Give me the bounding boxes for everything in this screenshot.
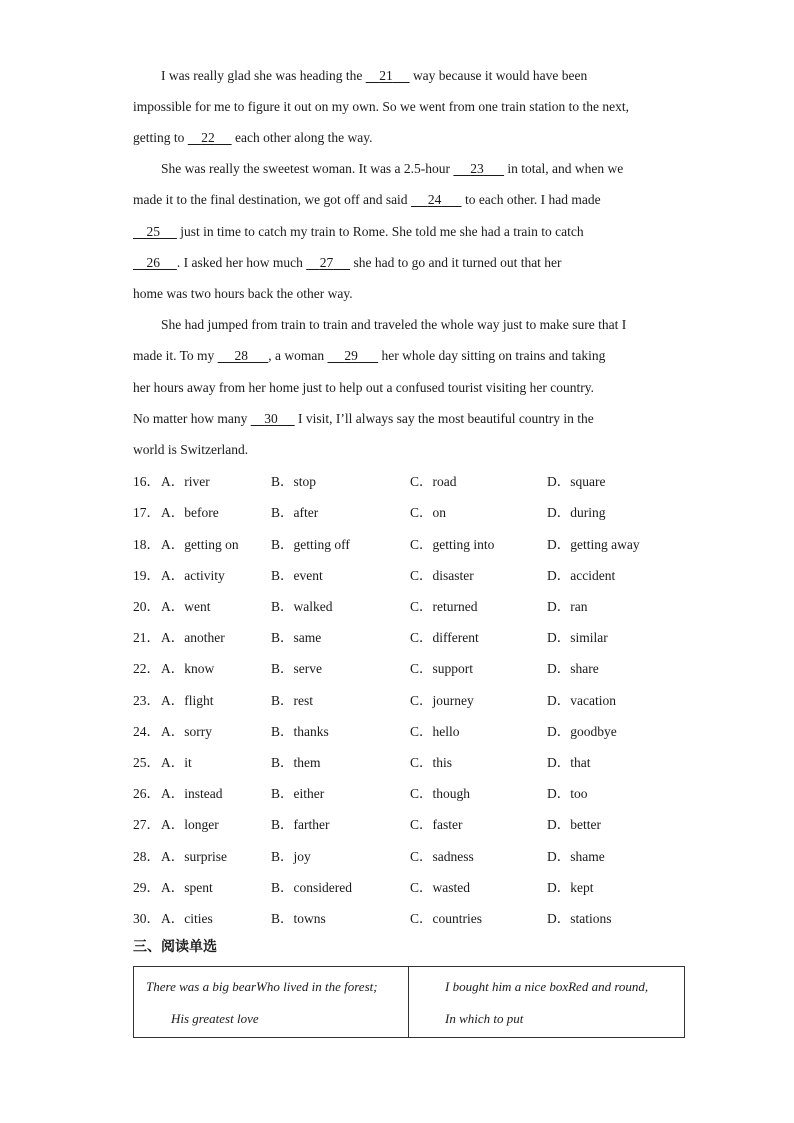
option-row: 29． A．spent B．considered C．wasted D．kept [133, 880, 594, 895]
passage-line: She had jumped from train to train and traveled the whole way just to make sure that I [161, 317, 627, 332]
option-row: 27． A．longer B．farther C．faster D．better [133, 817, 601, 832]
blank-22: 22 [201, 130, 215, 145]
passage-line: her hours away from her home just to help out a confused tourist visiting her country. [133, 380, 595, 395]
passage-line: impossible for me to figure it out on my own. So we went from one train station to the next, [133, 99, 630, 114]
poem-left-line-1: There was a big bearWho lived in the forest; [146, 979, 378, 994]
poem-table [133, 966, 685, 1038]
passage-line: I was really glad she was heading the 21 way because it would have been [161, 60, 587, 91]
section-title: 三、阅读单选 [133, 939, 217, 955]
passage-line: made it. To my 28 , a woman 29 her whole day sitting on trains and taking [133, 340, 605, 371]
option-row: 26． A．instead B．either C．though D．too [133, 786, 588, 801]
option-row: 22． A．know B．serve C．support D．share [133, 661, 599, 676]
blank-28: 28 [234, 348, 249, 363]
option-row: 23． A．flight B．rest C．journey D．vacation [133, 693, 616, 708]
poem-right-line-1: I bought him a nice boxRed and round, [445, 979, 649, 994]
option-row: 17． A．before B．after C．on D．during [133, 505, 606, 520]
passage-line: getting to 22 each other along the way. [133, 122, 372, 153]
poem-left-line-2: His greatest love [171, 1011, 259, 1026]
blank-26: 26 [146, 255, 160, 270]
blank-27: 27 [319, 255, 334, 270]
poem-right-line-2: In which to put [445, 1011, 524, 1026]
option-row: 18． A．getting on B．getting off C．getting into D．getting away [133, 537, 640, 552]
passage-line: She was really the sweetest woman. It was a 2.5-hour 23 in total, and when we [161, 153, 623, 184]
blank-23: 23 [470, 161, 484, 176]
option-row: 28． A．surprise B．joy C．sadness D．shame [133, 849, 605, 864]
blank-30: 30 [264, 411, 278, 426]
passage-line: 25 just in time to catch my train to Rome. She told me she had a train to catch [133, 216, 584, 247]
blank-24: 24 [427, 192, 442, 207]
table-divider [408, 967, 409, 1037]
passage-line: 26 . I asked her how much 27 she had to go and it turned out that her [133, 247, 562, 278]
passage-line: made it to the final destination, we got off and said 24 to each other. I had made [133, 184, 601, 215]
blank-21: 21 [379, 68, 393, 83]
option-row: 24． A．sorry B．thanks C．hello D．goodbye [133, 724, 617, 739]
option-row: 25． A．it B．them C．this D．that [133, 755, 591, 770]
option-row: 16． A．river B．stop C．road D．square [133, 474, 606, 489]
passage-line: No matter how many 30 I visit, I’ll always say the most beautiful country in the [133, 403, 594, 434]
blank-29: 29 [344, 348, 358, 363]
passage-line: home was two hours back the other way. [133, 286, 353, 301]
option-row: 30． A．cities B．towns C．countries D．stations [133, 911, 612, 926]
option-row: 21． A．another B．same C．different D．similar [133, 630, 608, 645]
option-row: 20． A．went B．walked C．returned D．ran [133, 599, 588, 614]
option-row: 19． A．activity B．event C．disaster D．accident [133, 568, 616, 583]
passage-line: world is Switzerland. [133, 442, 249, 457]
blank-25: 25 [146, 224, 160, 239]
